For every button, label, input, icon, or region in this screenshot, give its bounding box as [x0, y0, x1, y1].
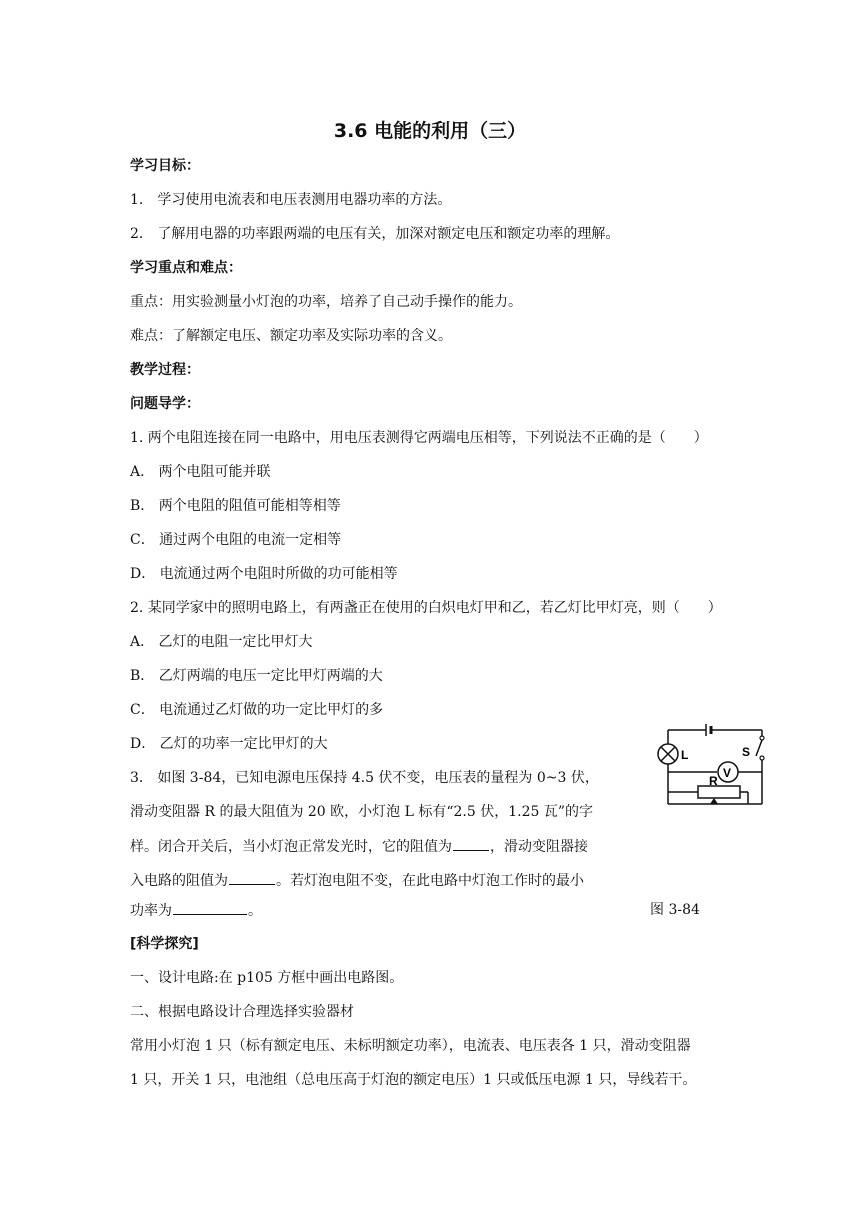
circuit-diagram: [654, 716, 770, 808]
question-1-option-d: D． 电流通过两个电阻时所做的功可能相等: [130, 566, 398, 582]
answer-blank-min-power: [173, 900, 247, 915]
question-2-option-d: D． 乙灯的功率一定比甲灯的大: [130, 736, 328, 752]
explore-line: 1 只，开关 1 只，电池组（总电压高于灯泡的额定电压）1 只或低压电源 1 只，导线若干。: [130, 1072, 697, 1088]
switch-label: S: [742, 745, 751, 759]
switch-icon: [760, 736, 764, 740]
difficult-point: 难点：了解额定电压、额定功率及实际功率的含义。: [130, 328, 452, 344]
voltmeter-label: V: [723, 766, 732, 780]
key-point: 重点：用实验测量小灯泡的功率，培养了自己动手操作的能力。: [130, 294, 522, 310]
question-1-stem: 1. 两个电阻连接在同一电路中，用电压表测得它两端电压相等，下列说法不正确的是（ ）: [130, 430, 708, 446]
key-heading: 学习重点和难点：: [130, 260, 242, 276]
question-1-option-c: C． 通过两个电阻的电流一定相等: [130, 532, 342, 548]
lamp-label: L: [681, 748, 689, 762]
explore-line: 二、根据电路设计合理选择实验器材: [130, 1004, 354, 1020]
question-2-option-a: A． 乙灯的电阻一定比甲灯大: [130, 634, 313, 650]
question-3-line: [130, 900, 262, 921]
slider-arrow-icon: [710, 798, 718, 804]
explore-heading: [科学探究]: [130, 936, 199, 952]
question-3-text: 功率为: [130, 903, 172, 919]
question-3-text: ，滑动变阻器接: [490, 839, 588, 855]
question-2-stem: 2. 某同学家中的照明电路上，有两盏正在使用的白炽电灯甲和乙，若乙灯比甲灯亮，则（ ）: [130, 600, 722, 616]
goals-heading: 学习目标：: [130, 158, 200, 174]
rheostat-label: R: [709, 774, 718, 788]
explore-line: 常用小灯泡 1 只（标有额定电压、未标明额定功率），电流表、电压表各 1 只，滑动变阻器: [130, 1038, 691, 1054]
question-1-option-b: B． 两个电阻的阻值可能相等相等: [130, 498, 341, 514]
goal-item: 1． 学习使用电流表和电压表测用电器功率的方法。: [130, 192, 452, 208]
switch-icon: [760, 756, 764, 760]
question-1-option-a: A． 两个电阻可能并联: [130, 464, 271, 480]
question-3-line: [130, 836, 588, 857]
question-2-option-b: B． 乙灯两端的电压一定比甲灯两端的大: [130, 668, 383, 684]
explore-line: 一、设计电路:在 p105 方框中画出电路图。: [130, 970, 404, 986]
question-3-text: 。: [248, 903, 262, 919]
question-3-text: 入电路的阻值为: [130, 873, 228, 889]
question-3-line: 3． 如图 3-84，已知电源电压保持 4.5 伏不变，电压表的量程为 0~3 伏，: [130, 770, 599, 786]
question-3-line: 滑动变阻器 R 的最大阻值为 20 欧，小灯泡 L 标有“2.5 伏，1.25 瓦”的字: [130, 804, 594, 820]
answer-blank-rheostat: [229, 870, 275, 885]
answer-blank-resistance: [453, 836, 489, 851]
question-3-text: 。若灯泡电阻不变，在此电路中灯泡工作时的最小: [276, 873, 584, 889]
question-2-option-c: C． 电流通过乙灯做的功一定比甲灯的多: [130, 702, 384, 718]
question-3-line: [130, 870, 584, 891]
guide-heading: 问题导学：: [130, 396, 200, 412]
page-title: 3.6 电能的利用（三）: [333, 120, 527, 142]
goal-item: 2． 了解用电器的功率跟两端的电压有关，加深对额定电压和额定功率的理解。: [130, 226, 620, 242]
figure-caption: 图 3-84: [650, 902, 700, 918]
switch-icon: [756, 740, 762, 756]
process-heading: 教学过程：: [130, 362, 200, 378]
question-3-text: 样。闭合开关后，当小灯泡正常发光时，它的阻值为: [130, 839, 452, 855]
rheostat-icon: [698, 786, 740, 798]
